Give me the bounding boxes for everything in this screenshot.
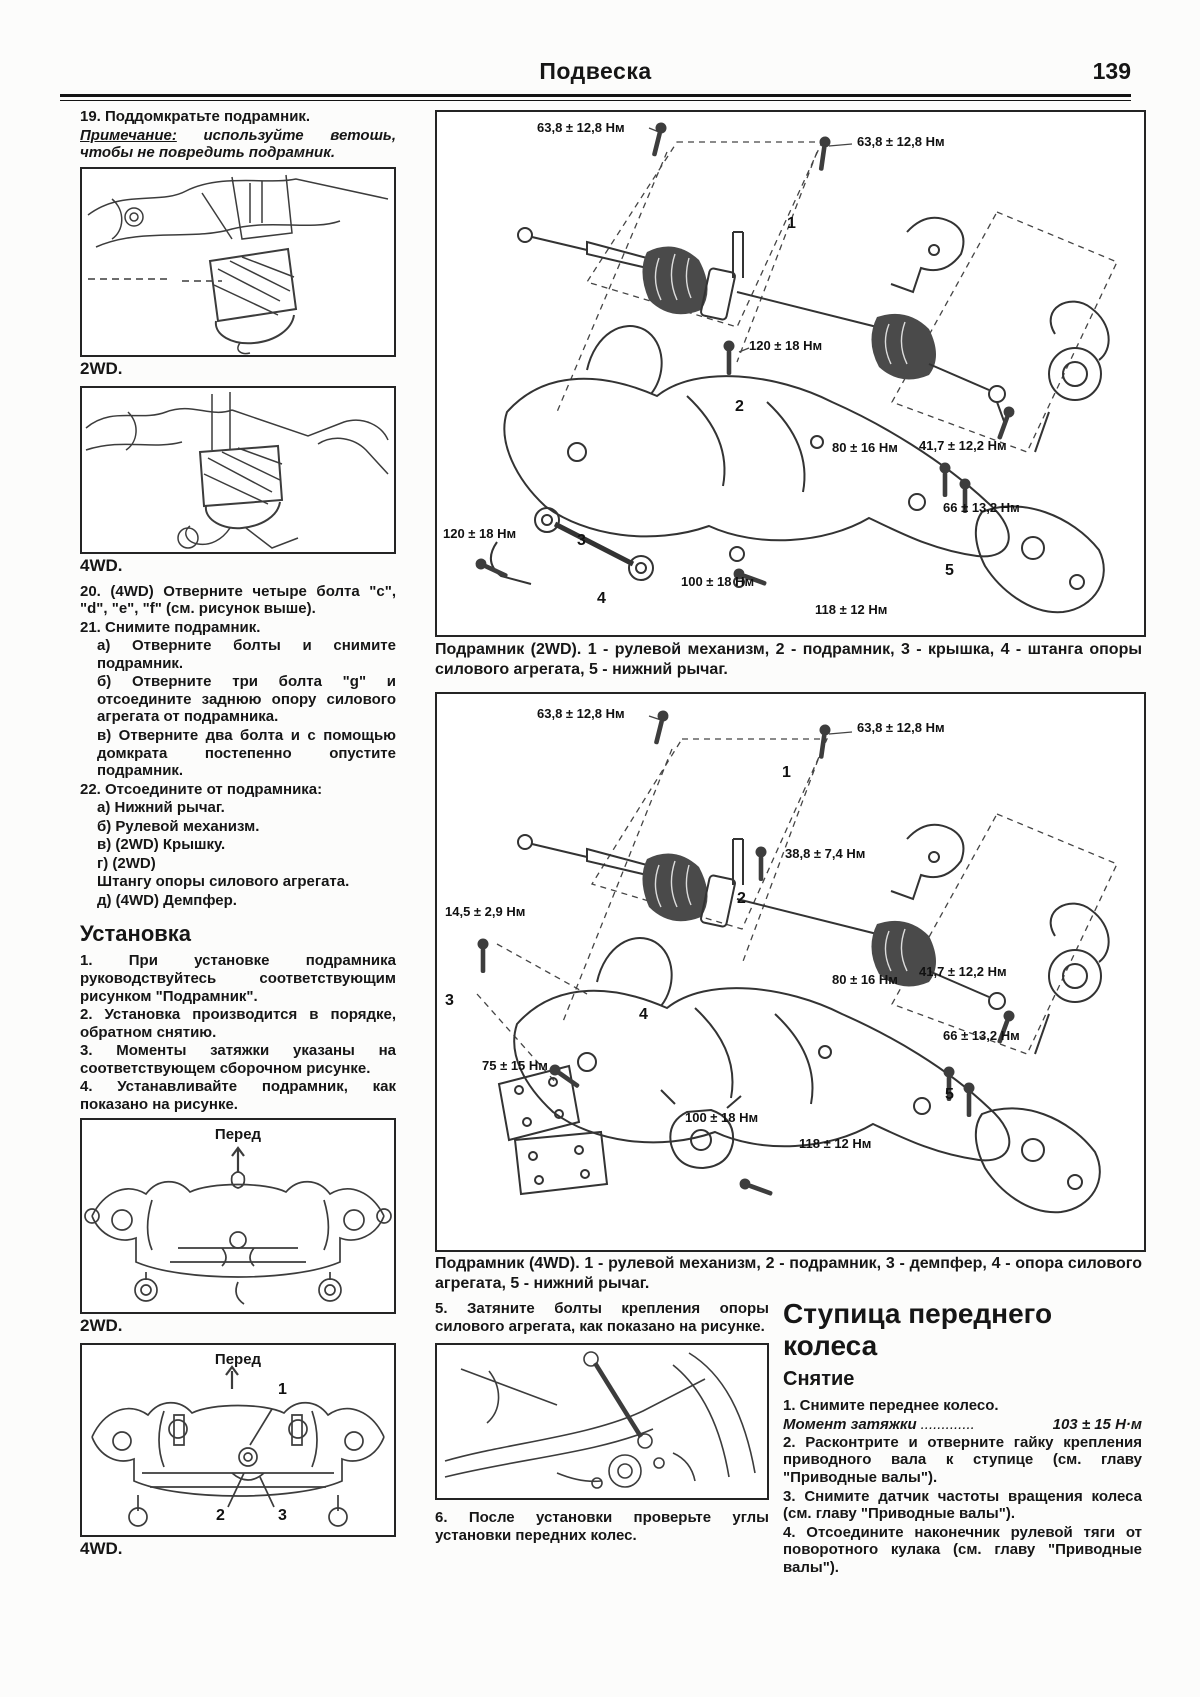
part-number-5: 5 [945,562,954,579]
hub-torque-value: 103 ± 15 Н·м [1052,1415,1142,1433]
note-label: Примечание: [80,126,177,144]
subframe-front-2wd-sketch [82,1120,394,1312]
part-number-1: 1 [782,764,791,781]
figure-jack-4wd [80,386,396,554]
header-rule [60,94,1131,101]
figure-jack-2wd [80,167,396,357]
torque-label: 80 ± 16 Нм [832,972,898,987]
part-number-1: 1 [787,215,796,232]
jack-2wd-sketch [82,169,394,355]
torque-label: 120 ± 18 Нм [443,526,517,541]
hub-heading: Ступица переднего колеса [783,1298,1053,1362]
figure-label-2wd-install: 2WD. [80,1316,123,1336]
part-number-5: 5 [945,1086,954,1103]
figure-mount-bolts [435,1343,769,1500]
figure-subframe-front-4wd [80,1343,396,1537]
step-21: 21. Снимите подрамник. [80,618,261,636]
torque-label: 118 ± 12 Нм [799,1136,872,1151]
hub-step-2: 2. Расконтрите и отверните гайку крепления приводного вала к ступице (см. главу "Приводные валы"). [783,1433,1142,1487]
hub-subheading: Снятие [783,1368,855,1391]
torque-label: 66 ± 13,2 Нм [943,500,1020,515]
part-number-3: 3 [445,992,454,1009]
part-number-2: 2 [735,398,744,415]
page-title: Подвеска [539,58,652,84]
hub-torque-row [783,1416,1142,1433]
torque-label: 118 ± 12 Нм [815,602,888,617]
torque-label: 100 ± 18 Нм [681,574,755,589]
figure-subframe-2wd-exploded [435,110,1146,637]
hub-section [783,1298,1142,1577]
install-2: 2. Установка производится в порядке, обратном снятию. [80,1006,396,1041]
torque-label: 63,8 ± 12,8 Нм [857,134,945,149]
bottom-middle-column [435,1300,769,1545]
hub-torque-label: Момент затяжки [783,1415,917,1433]
torque-label: 41,7 ± 12,2 Нм [919,438,1007,453]
install-part-3: 3 [278,1507,287,1525]
install-heading: Установка [80,921,192,947]
step-5: 5. Затяните болты крепления опоры силового агрегата, как показано на рисунке. [435,1300,769,1335]
part-number-4: 4 [597,590,606,607]
step-22: 22. Отсоедините от подрамника: [80,780,323,798]
hub-step-1: 1. Снимите переднее колесо. [783,1397,999,1415]
part-number-2: 2 [737,890,746,907]
front-direction-label-4wd: Перед [214,1351,262,1369]
torque-label: 38,8 ± 7,4 Нм [785,846,866,861]
figure-subframe-front-2wd [80,1118,396,1314]
part-number-4: 4 [639,1006,648,1023]
install-4: 4. Устанавливайте подрамник, как показано на рисунке. [80,1078,396,1113]
step-21b: б) Отверните три болта "g" и отсоедините заднюю опору силового агрегата от подрамника. [97,673,396,726]
left-column [80,108,396,1566]
torque-label: 63,8 ± 12,8 Нм [537,706,625,721]
mount-bolts-sketch [437,1345,767,1498]
caption-4wd: Подрамник (4WD). 1 - рулевой механизм, 2 - подрамник, 3 - демпфер, 4 - опора силового агрегата, 5 - нижний рычаг. [435,1255,1142,1293]
torque-label: 75 ± 15 Нм [482,1058,548,1073]
figure-label-2wd: 2WD. [80,358,123,378]
step-19: 19. Поддомкратьте подрамник. [80,108,311,125]
figure-label-4wd: 4WD. [80,555,123,575]
subframe-2wd-drawing [437,112,1144,635]
install-1: 1. При установке подрамника руководствуйтесь соответствующим рисунком "Подрамник". [80,952,396,1005]
step-21c: в) Отверните два болта и с помощью домкрата постепенно опустите подрамник. [97,727,396,780]
step-21a: а) Отверните болты и снимите подрамник. [97,637,396,672]
install-3: 3. Моменты затяжки указаны на соответствующем сборочном рисунке. [80,1042,396,1077]
install-part-1: 1 [278,1381,287,1399]
hub-step-4: 4. Отсоедините наконечник рулевой тяги от поворотного кулака (см. главу "Приводные валы"). [783,1523,1142,1576]
note-text: используйте ветошь, чтобы не повредить подрамник. [80,126,396,162]
torque-label: 66 ± 13,2 Нм [943,1028,1020,1043]
page-number: 139 [1092,58,1131,84]
note [80,127,396,162]
step-22d: г) (2WD) [97,854,156,872]
torque-label: 100 ± 18 Нм [685,1110,759,1125]
hub-step-3: 3. Снимите датчик частоты вращения колеса (см. главу "Приводные валы"). [783,1487,1142,1523]
jack-4wd-sketch [82,388,394,552]
subframe-front-4wd-sketch [82,1345,394,1535]
caption-2wd: Подрамник (2WD). 1 - рулевой механизм, 2 - подрамник, 3 - крышка, 4 - штанга опоры силового агрегата, 5 - нижний рычаг. [435,641,1142,679]
torque-label: 41,7 ± 12,2 Нм [919,964,1007,979]
torque-label: 14,5 ± 2,9 Нм [445,904,526,919]
step-22b: б) Рулевой механизм. [97,817,260,835]
front-direction-label: Перед [214,1126,262,1144]
torque-label: 63,8 ± 12,8 Нм [857,720,945,735]
part-number-3: 3 [577,532,586,549]
step-6: 6. После установки проверьте углы установки передних колес. [435,1509,769,1544]
step-22d2: Штангу опоры силового агрегата. [97,873,350,891]
install-part-2: 2 [216,1507,225,1525]
torque-label: 80 ± 16 Нм [832,440,898,455]
torque-label: 120 ± 18 Нм [749,338,823,353]
figure-subframe-4wd-exploded [435,692,1146,1252]
torque-label: 63,8 ± 12,8 Нм [537,120,625,135]
step-22c: в) (2WD) Крышку. [97,836,226,854]
hub-torque-dots: ............. [920,1415,975,1433]
step-20: 20. (4WD) Отверните четыре болта "c", "d", "e", "f" (см. рисунок выше). [80,582,396,618]
step-22a: а) Нижний рычаг. [97,799,225,817]
step-22e: д) (4WD) Демпфер. [97,891,237,909]
figure-label-4wd-install: 4WD. [80,1539,123,1559]
